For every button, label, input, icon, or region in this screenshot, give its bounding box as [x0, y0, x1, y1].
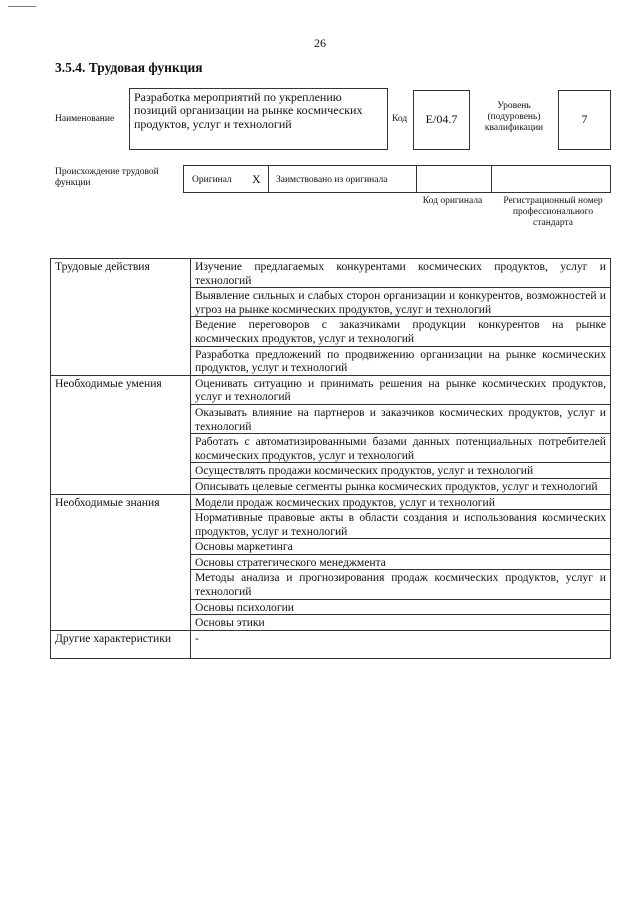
skill-item: Описывать целевые сегменты рынка космических продуктов, услуг и технологий [191, 478, 611, 494]
labor-actions-label: Трудовые действия [51, 259, 191, 376]
skill-item: Работать с автоматизированными базами данных потенциальных потребителей космических продуктов, услуг и технологий [191, 434, 611, 463]
page-number: 26 [314, 36, 326, 50]
level-label: Уровень (подуровень) квалификации [484, 101, 544, 133]
labor-action-item: Изучение предлагаемых конкурентами космических продуктов, услуг и технологий [191, 259, 611, 288]
table-row [51, 630, 611, 658]
table-row [51, 259, 611, 288]
knowledge-item: Основы стратегического менеджмента [191, 554, 611, 570]
function-details-table [50, 258, 611, 659]
knowledge-item: Модели продаж космических продуктов, услуг и технологий [191, 494, 611, 510]
knowledge-item: Методы анализа и прогнозирования продаж космических продуктов, услуг и технологий [191, 570, 611, 599]
borrowed-label: Заимствовано из оригинала [276, 175, 388, 185]
labor-action-item: Разработка предложений по продвижению организации на рынке космических продуктов, услуг и технологий [191, 346, 611, 375]
skill-item: Оценивать ситуацию и принимать решения на рынке космических продуктов, услуг и технологий [191, 375, 611, 404]
function-name-value: Разработка мероприятий по укреплению позиций организации на рынке космических продуктов, услуг и технологий [134, 90, 363, 131]
code-value: E/04.7 [425, 112, 458, 126]
top-edge-line [8, 6, 36, 7]
labor-action-item: Ведение переговоров с заказчиками продукции конкурентов на рынке космических продуктов, услуг и технологий [191, 317, 611, 346]
level-value: 7 [581, 112, 588, 126]
code-label: Код [392, 114, 408, 124]
name-label: Наименование [55, 114, 115, 124]
function-name-box [129, 88, 388, 150]
reg-number-label: Регистрационный номер профессионального стандарта [503, 196, 603, 228]
original-label: Оригинал [192, 175, 232, 185]
other-value: - [191, 630, 611, 658]
knowledge-item: Основы этики [191, 615, 611, 631]
knowledge-label: Необходимые знания [51, 494, 191, 630]
table-row [51, 494, 611, 510]
origin-label: Происхождение трудовой функции [55, 167, 159, 188]
knowledge-item: Основы маркетинга [191, 539, 611, 555]
knowledge-item: Нормативные правовые акты в области создания и использования космических продуктов, услуг и технологий [191, 510, 611, 539]
original-mark: X [252, 172, 261, 186]
other-label: Другие характеристики [51, 630, 191, 658]
section-title: 3.5.4. Трудовая функция [55, 60, 203, 75]
skill-item: Осуществлять продажи космических продуктов, услуг и технологий [191, 463, 611, 479]
skill-item: Оказывать влияние на партнеров и заказчиков космических продуктов, услуг и технологий [191, 404, 611, 433]
code-box [413, 90, 470, 150]
code-original-label: Код оригинала [422, 196, 483, 206]
skills-label: Необходимые умения [51, 375, 191, 494]
knowledge-item: Основы психологии [191, 599, 611, 615]
origin-row [183, 165, 611, 193]
level-box [558, 90, 611, 150]
labor-action-item: Выявление сильных и слабых сторон организации и конкурентов, возможностей и угроз на рынке космических продуктов, услуг и технологий [191, 288, 611, 317]
table-row [51, 375, 611, 404]
